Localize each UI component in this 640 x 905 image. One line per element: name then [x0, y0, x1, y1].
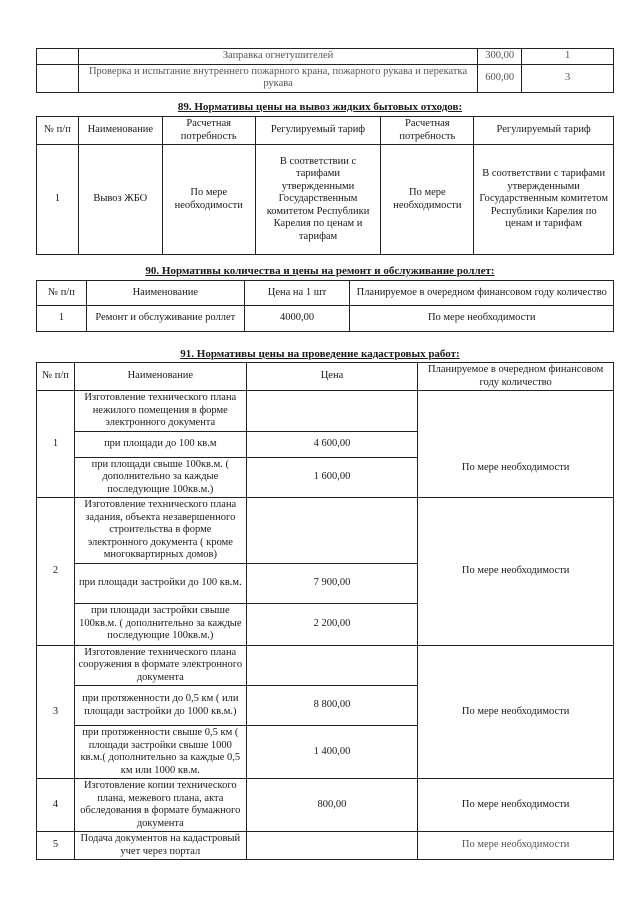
- section-91-title: 91. Нормативы цены на проведение кадастровых работ:: [180, 348, 460, 360]
- item-name: при площади свыше 100кв.м. ( дополнительно за каждые последующие 100кв.м.): [74, 457, 246, 498]
- row-qty: По мере необходимости: [418, 391, 614, 498]
- row-price: 4000,00: [244, 306, 350, 332]
- item-name: Изготовление технического плана задания, объекта незавершенного строительства в форме электронного документа ( кроме многоквартирных домов): [74, 498, 246, 564]
- header-name: Наименование: [86, 281, 244, 306]
- row-num: 1: [37, 306, 87, 332]
- item-price: 800,00: [246, 779, 418, 832]
- header-price: Цена: [246, 363, 418, 391]
- section-91-table: [36, 362, 614, 860]
- row-num: 2: [37, 498, 75, 646]
- row-num: 4: [37, 779, 75, 832]
- section-90-table: [36, 280, 614, 332]
- service-name: Заправка огнетушителей: [78, 49, 477, 65]
- item-name: Изготовление технического плана сооружения в формате электронного документа: [74, 645, 246, 686]
- service-price: 600,00: [478, 64, 522, 92]
- item-name: при площади застройки свыше 100кв.м. ( дополнительно за каждые последующие 100кв.м.): [74, 603, 246, 645]
- header-tariff: Регулируемый тариф: [255, 117, 381, 145]
- header-need: Расчетная потребность: [162, 117, 255, 145]
- row-need: По мере необходимости: [381, 145, 474, 255]
- item-name: при площади до 100 кв.м: [74, 431, 246, 457]
- section-89-title: 89. Нормативы цены на вывоз жидких бытовых отходов:: [177, 101, 463, 113]
- item-name: при площади застройки до 100 кв.м.: [74, 563, 246, 603]
- row-tariff: В соответствии с тарифами утвержденными Государственным комитетом Республики Карелия по ценам и тарифам: [474, 145, 614, 255]
- row-qty: По мере необходимости: [418, 832, 614, 860]
- header-name: Наименование: [78, 117, 162, 145]
- header-price: Цена на 1 шт: [244, 281, 350, 306]
- row-num: 1: [37, 391, 75, 498]
- item-price: 8 800,00: [246, 686, 418, 726]
- row-qty: По мере необходимости: [350, 306, 614, 332]
- header-name: Наименование: [74, 363, 246, 391]
- item-price: 4 600,00: [246, 431, 418, 457]
- row-num: 5: [37, 832, 75, 860]
- header-qty: Планируемое в очередном финансовом году количество: [350, 281, 614, 306]
- item-price: 1 600,00: [246, 457, 418, 498]
- item-price: 2 200,00: [246, 603, 418, 645]
- service-name: Проверка и испытание внутреннего пожарного крана, пожарного рукава и перекатка рукава: [78, 64, 477, 92]
- service-qty: 1: [522, 49, 614, 65]
- item-price: [246, 391, 418, 432]
- item-name: Изготовление технического плана нежилого помещения в форме электронного документа: [74, 391, 246, 432]
- item-name: при протяженности свыше 0,5 км ( площади застройки свыше 1000 кв.м.( дополнительно за каждые 0,5 км или 1000 кв.м.: [74, 726, 246, 779]
- section-89-table: [36, 116, 614, 255]
- row-qty: По мере необходимости: [418, 645, 614, 779]
- item-name: Изготовление копии технического плана, межевого плана, акта обследования в формате бумажного документа: [74, 779, 246, 832]
- header-tariff: Регулируемый тариф: [474, 117, 614, 145]
- row-qty: По мере необходимости: [418, 779, 614, 832]
- header-need: Расчетная потребность: [381, 117, 474, 145]
- row-need: По мере необходимости: [162, 145, 255, 255]
- header-num: № п/п: [37, 117, 79, 145]
- item-price: [246, 832, 418, 860]
- item-price: 7 900,00: [246, 563, 418, 603]
- row-num: 1: [37, 145, 79, 255]
- item-name: при протяженности до 0,5 км ( или площади застройки до 1000 кв.м.): [74, 686, 246, 726]
- item-name: Подача документов на кадастровый учет через портал: [74, 832, 246, 860]
- header-qty: Планируемое в очередном финансовом году количество: [418, 363, 614, 391]
- service-price: 300,00: [478, 49, 522, 65]
- top-table: [36, 48, 614, 93]
- item-price: [246, 498, 418, 564]
- item-price: [246, 645, 418, 686]
- row-name: Ремонт и обслуживание роллет: [86, 306, 244, 332]
- row-name: Вывоз ЖБО: [78, 145, 162, 255]
- row-qty: По мере необходимости: [418, 498, 614, 646]
- table-cell: [37, 49, 79, 65]
- item-price: 1 400,00: [246, 726, 418, 779]
- table-cell: [37, 64, 79, 92]
- section-90-title: 90. Нормативы количества и цены на ремонт и обслуживание роллет:: [145, 265, 495, 277]
- row-num: 3: [37, 645, 75, 779]
- row-tariff: В соответствии с тарифами утвержденными Государственным комитетом Республики Карелия по ценам и тарифам: [255, 145, 381, 255]
- service-qty: 3: [522, 64, 614, 92]
- header-num: № п/п: [37, 281, 87, 306]
- header-num: № п/п: [37, 363, 75, 391]
